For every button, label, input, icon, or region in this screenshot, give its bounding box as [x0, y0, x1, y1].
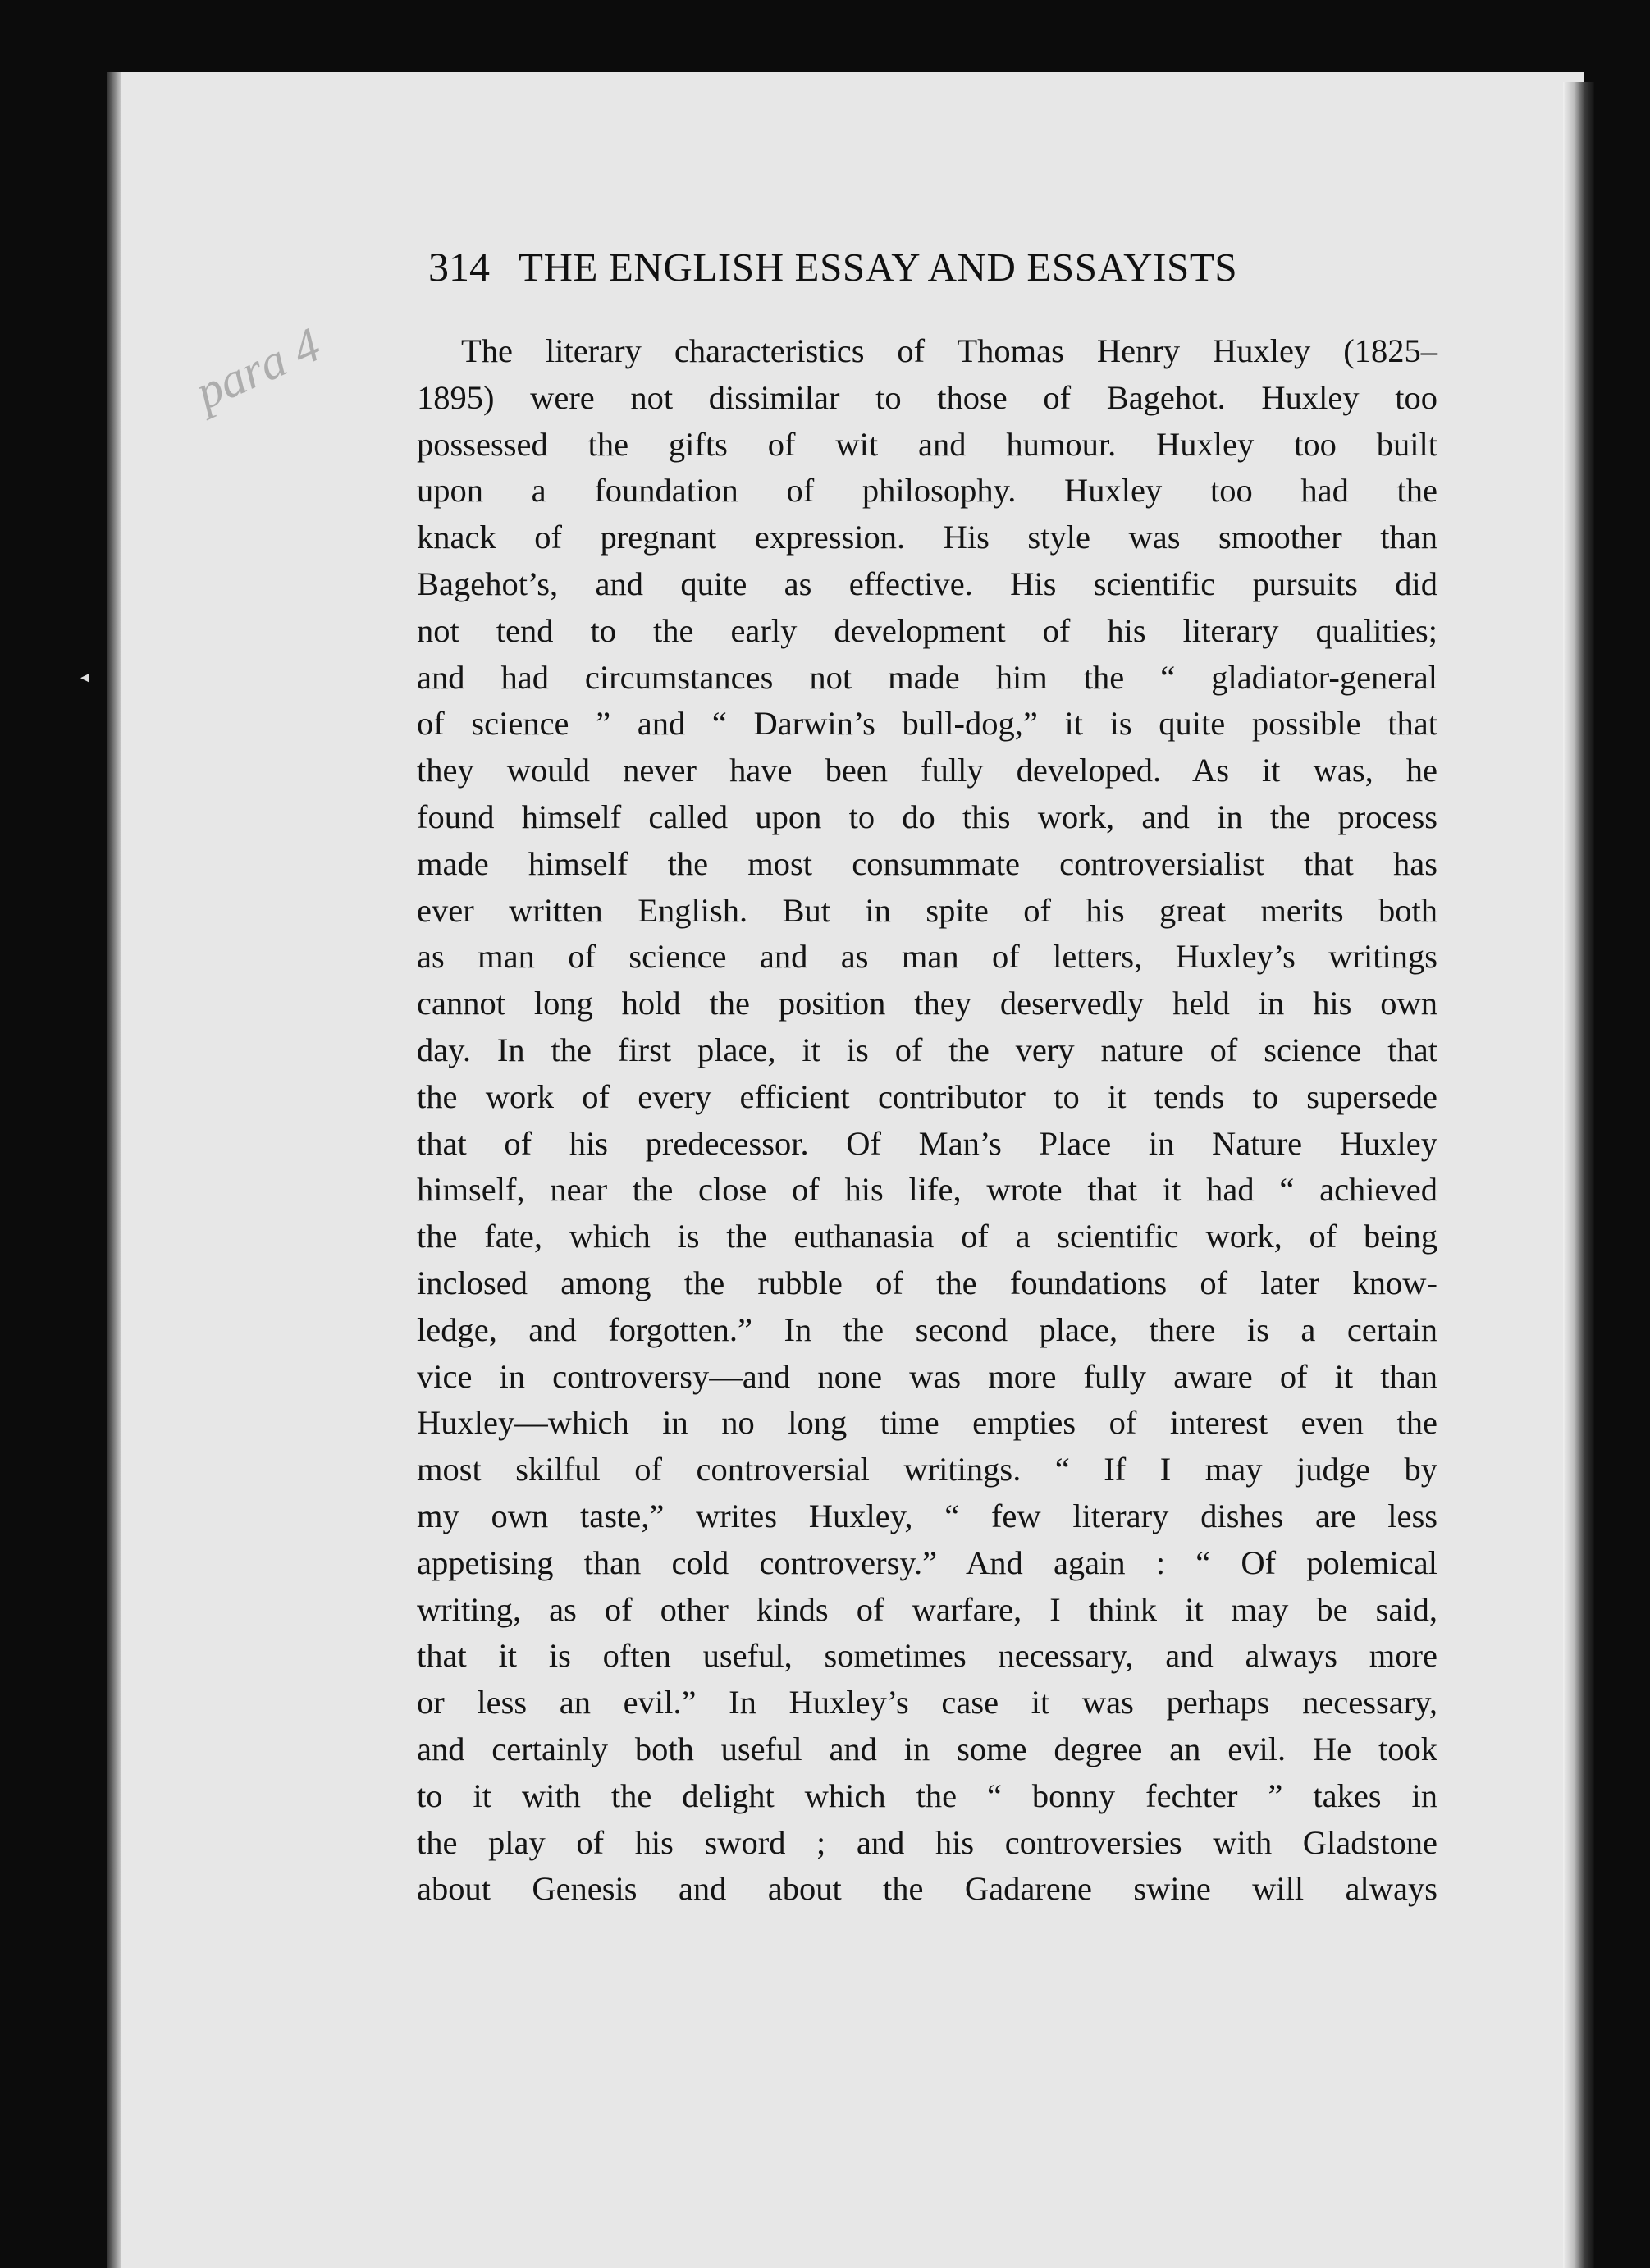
- text-line: that of his predecessor. Of Man’s Place in Nature Huxley: [417, 1124, 1437, 1162]
- text-line: the fate, which is the euthanasia of a scientific work, of being: [417, 1218, 1437, 1255]
- text-line: or less an evil.” In Huxley’s case it was perhaps necessary,: [417, 1684, 1437, 1722]
- running-header: [428, 243, 1411, 309]
- text-line: the play of his sword ; and his controversies with Gladstone: [417, 1823, 1437, 1861]
- text-line: of science ” and “ Darwin’s bull-dog,” it is quite possible that: [417, 705, 1437, 743]
- text-line: the work of every efficient contributor to it tends to supersede: [417, 1077, 1437, 1115]
- text-line: writing, as of other kinds of warfare, I think it may be said,: [417, 1590, 1437, 1628]
- text-line: Bagehot’s, and quite as effective. His scientific pursuits did: [417, 565, 1437, 602]
- text-line: and certainly both useful and in some degree an evil. He took: [417, 1730, 1437, 1767]
- text-line: day. In the first place, it is of the very nature of science that: [417, 1031, 1437, 1068]
- text-line: made himself the most consummate controversialist that has: [417, 844, 1437, 882]
- text-line: that it is often useful, sometimes necessary, and always more: [417, 1637, 1437, 1675]
- page-number: 314: [428, 244, 490, 290]
- body-paragraph: [417, 328, 1437, 1913]
- text-line: upon a foundation of philosophy. Huxley too had the: [417, 472, 1437, 510]
- margin-pencil-note: para 4: [187, 317, 328, 420]
- text-line: ledge, and forgotten.” In the second place, there is a certain: [417, 1310, 1437, 1348]
- text-line: as man of science and as man of letters, Huxley’s writings: [417, 938, 1437, 976]
- text-line: 1895) were not dissimilar to those of Bagehot. Huxley too: [417, 378, 1437, 416]
- scan-mark-icon: ◂: [80, 666, 90, 687]
- text-line: himself, near the close of his life, wrote that it had “ achieved: [417, 1171, 1437, 1209]
- text-line: they would never have been fully developed. As it was, he: [417, 752, 1437, 789]
- page-edge-shadow: [1563, 82, 1594, 2268]
- text-line: possessed the gifts of wit and humour. Huxley too built: [417, 425, 1437, 463]
- text-line: appetising than cold controversy.” And again : “ Of polemical: [417, 1543, 1437, 1581]
- text-line: most skilful of controversial writings. “ If I may judge by: [417, 1451, 1437, 1488]
- text-line: and had circumstances not made him the “ gladiator-general: [417, 658, 1437, 696]
- text-line: vice in controversy—and none was more fully aware of it than: [417, 1357, 1437, 1395]
- text-line: ever written English. But in spite of his great merits both: [417, 891, 1437, 929]
- page-gutter-shadow: [107, 72, 121, 2268]
- text-line: not tend to the early development of his literary qualities;: [417, 611, 1437, 649]
- text-line: cannot long hold the position they deservedly held in his own: [417, 985, 1437, 1022]
- running-title: THE ENGLISH ESSAY AND ESSAYISTS: [519, 245, 1238, 290]
- text-line: knack of pregnant expression. His style was smoother than: [417, 519, 1437, 556]
- text-line: inclosed among the rubble of the foundations of later know-: [417, 1264, 1437, 1301]
- text-line: to it with the delight which the “ bonny fechter ” takes in: [417, 1776, 1437, 1814]
- text-line: Huxley—which in no long time empties of interest even the: [417, 1404, 1437, 1442]
- text-line: about Genesis and about the Gadarene swine will always: [417, 1870, 1437, 1908]
- text-line: The literary characteristics of Thomas Henry Huxley (1825–: [461, 332, 1437, 369]
- text-line: found himself called upon to do this work, and in the process: [417, 798, 1437, 835]
- text-line: my own taste,” writes Huxley, “ few literary dishes are less: [417, 1497, 1437, 1534]
